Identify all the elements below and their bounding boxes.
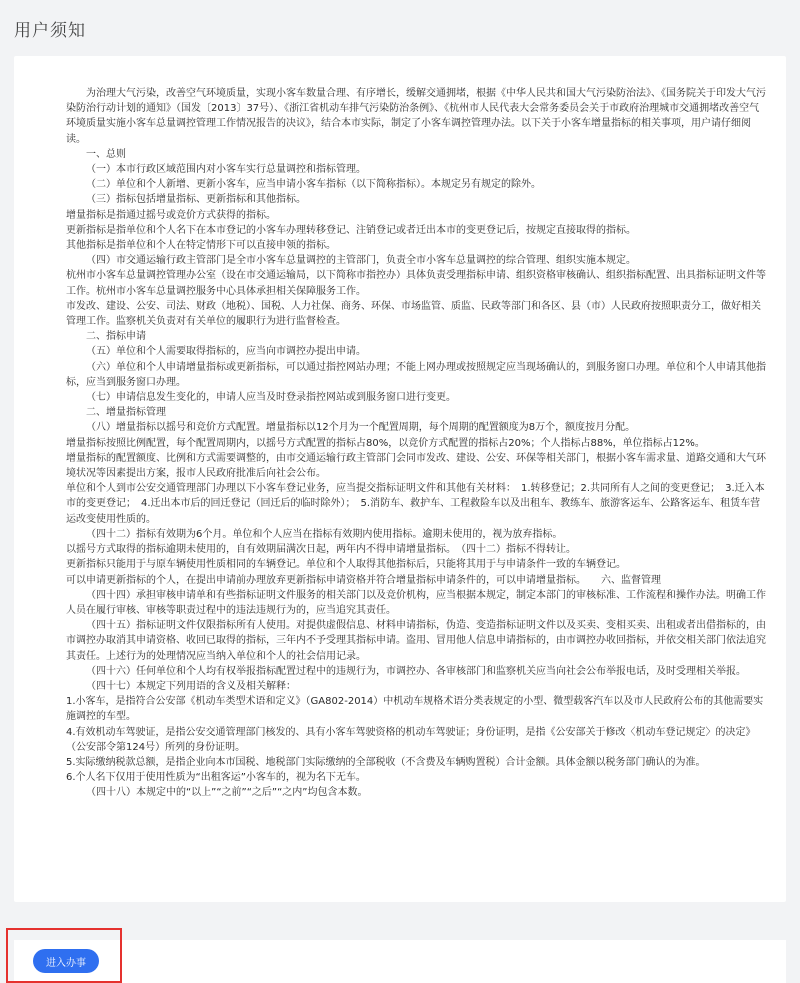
notice-paragraph: 可以申请更新指标的个人，在提出申请前办理放弃更新指标申请资格并符合增量指标申请条件的，可以申请增量指标。 六、监督管理 (66, 574, 661, 586)
notice-paragraph: 6.个人名下仅用于使用性质为“出租客运”小客车的，视为名下无车。 (66, 772, 366, 784)
notice-paragraph: 单位和个人到市公安交通管理部门办理以下小客车登记业务，应当提交指标证明文件和其他有关材料： 1.转移登记；2.共同所有人之间的变更登记； 3.迁入本市的变更登记； 4.迁出本市后的回迁登记（回迁后的临时除外）； 5.消防车、救护车、工程救险车以及出租车、教练车、旅游客运车、公路客运车、租赁车营运改变使用性质的。 (66, 483, 765, 525)
notice-paragraph: 一、总则 (86, 148, 126, 160)
notice-paragraph: （八）增量指标以摇号和竞价方式配置。增量指标以12个月为一个配置周期，每个周期的配置额度为8万个，额度按月分配。 (86, 422, 636, 434)
notice-paragraph: 4.有效机动车驾驶证，是指公安交通管理部门核发的、具有小客车驾驶资格的机动车驾驶证；身份证明，是指《公安部关于修改〈机动车登记规定〉的决定》（公安部令第124号）所列的身份证明。 (66, 726, 756, 753)
notice-paragraph: 更新指标只能用于与原车辆使用性质相同的车辆登记。单位和个人取得其他指标后，只能将其用于与申请条件一致的车辆登记。 (66, 559, 626, 571)
notice-paragraph: 二、增量指标管理 (86, 407, 166, 419)
enter-button[interactable]: 进入办事 (33, 949, 99, 973)
notice-paragraph: 其他指标是指单位和个人在特定情形下可以直接申领的指标。 (66, 240, 336, 252)
notice-paragraph: 市发改、建设、公安、司法、财政（地税）、国税、人力社保、商务、环保、市场监管、质监、民政等部门和各区、县（市）人民政府按照职责分工，做好相关管理工作。监察机关负责对有关单位的履职行为进行监督检查。 (66, 300, 761, 328)
notice-paragraph: （三）指标包括增量指标、更新指标和其他指标。 (86, 194, 306, 206)
notice-paragraph: （二）单位和个人新增、更新小客车，应当申请小客车指标（以下简称指标）。本规定另有规定的除外。 (86, 179, 541, 191)
notice-paragraph: （四十八）本规定中的“以上”“之前”“之后”“之内”均包含本数。 (86, 787, 368, 799)
page-title: 用户须知 (14, 21, 86, 41)
notice-paragraph: 增量指标是指通过摇号或竞价方式获得的指标。 (66, 209, 276, 221)
notice-paragraph: 更新指标是指单位和个人名下在本市登记的小客车办理转移登记、注销登记或者迁出本市的变更登记后，按规定直接取得的指标。 (66, 224, 636, 236)
notice-paragraph: 增量指标的配置额度、比例和方式需要调整的，由市交通运输行政主管部门会同市发改、建设、公安、环保等相关部门，根据小客车需求量、道路交通和大气环境状况等因素提出方案，报市人民政府批准后向社会公布。 (66, 452, 766, 480)
notice-document (66, 86, 766, 801)
notice-paragraph: 杭州市小客车总量调控管理办公室（设在市交通运输局，以下简称市指控办）具体负责受理指标申请、组织资格审核确认、组织指标配置、出具指标证明文件等工作。杭州市小客车总量调控服务中心具体承担相关保障服务工作。 (66, 270, 766, 297)
notice-paragraph: 5.实际缴纳税款总额，是指企业向本市国税、地税部门实际缴纳的全部税收（不含费及车辆购置税）合计金额。具体金额以税务部门确认的为准。 (66, 756, 706, 768)
notice-paragraph: （四十六）任何单位和个人均有权举报指标配置过程中的违规行为，市调控办、各审核部门和监察机关应当向社会公布举报电话，及时受理相关举报。 (86, 665, 746, 677)
notice-paragraph: （六）单位和个人申请增量指标或更新指标，可以通过指控网站办理；不能上网办理或按照规定应当现场确认的，到服务窗口办理。单位和个人申请其他指标，应当到服务窗口办理。 (66, 361, 766, 388)
notice-paragraph: 为治理大气污染，改善空气环境质量，实现小客车数量合理、有序增长，缓解交通拥堵，根据《中华人民共和国大气污染防治法》、《国务院关于印发大气污染防治行动计划的通知》（国发〔2013〕37号）、《浙江省机动车排气污染防治条例》、《杭州市人民代表大会常务委员会关于市政府治理城市交通拥堵改善空气环境质量实施小客车总量调控管理工作情况报告的决议》，结合本市实际，制定了小客车调控管理办法。以下关于小客车增量指标的相关事项，用户请仔细阅读。 (66, 88, 766, 145)
action-bar (14, 940, 786, 983)
notice-paragraph: （四十二）指标有效期为6个月。单位和个人应当在指标有效期内使用指标。逾期未使用的，视为放弃指标。 (86, 528, 563, 540)
notice-paragraph: 增量指标按照比例配置，每个配置周期内，以摇号方式配置的指标占80%，以竞价方式配置的指标占20%；个人指标占88%，单位指标占12%。 (66, 437, 705, 449)
notice-paragraph: （四）市交通运输行政主管部门是全市小客车总量调控的主管部门，负责全市小客车总量调控的综合管理、组织实施本规定。 (86, 255, 636, 267)
notice-paragraph: （四十七）本规定下列用语的含义及相关解释： (86, 680, 296, 692)
notice-paragraph: （七）申请信息发生变化的，申请人应当及时登录指控网站或到服务窗口进行变更。 (86, 392, 456, 404)
notice-paragraph: （四十五）指标证明文件仅限指标所有人使用。对提供虚假信息、材料申请指标，伪造、变造指标证明文件以及买卖、变相买卖、出租或者出借指标的，由市调控办取消其申请资格、收回已取得的指标，三年内不予受理其指标申请。盗用、冒用他人信息申请指标的，由市调控办收回指标，并依交相关部门依法追究其责任。上述行为的处理情况应当纳入单位和个人的社会信用记录。 (66, 620, 766, 662)
notice-paragraph: 二、指标申请 (86, 331, 146, 343)
notice-paragraph: 1.小客车，是指符合公安部《机动车类型术语和定义》（GA802-2014）中机动车规格术语分类表规定的小型、微型载客汽车以及市人民政府公布的其他需要实施调控的车型。 (66, 696, 764, 723)
notice-panel[interactable] (14, 56, 786, 902)
notice-paragraph: （五）单位和个人需要取得指标的，应当向市调控办提出申请。 (86, 346, 366, 358)
notice-paragraph: （一）本市行政区域范围内对小客车实行总量调控和指标管理。 (86, 164, 366, 176)
notice-paragraph: 以摇号方式取得的指标逾期未使用的，自有效期届满次日起，两年内不得申请增量指标。 （四十二）指标不得转让。 (66, 544, 576, 556)
notice-paragraph: （四十四）承担审核申请单和有些指标证明文件服务的相关部门以及竞价机构，应当根据本规定，制定本部门的审核标准、工作流程和操作办法。明确工作人员在履行审核、审核等职责过程中的违法违规行为的，应当追究其责任。 (66, 589, 766, 616)
